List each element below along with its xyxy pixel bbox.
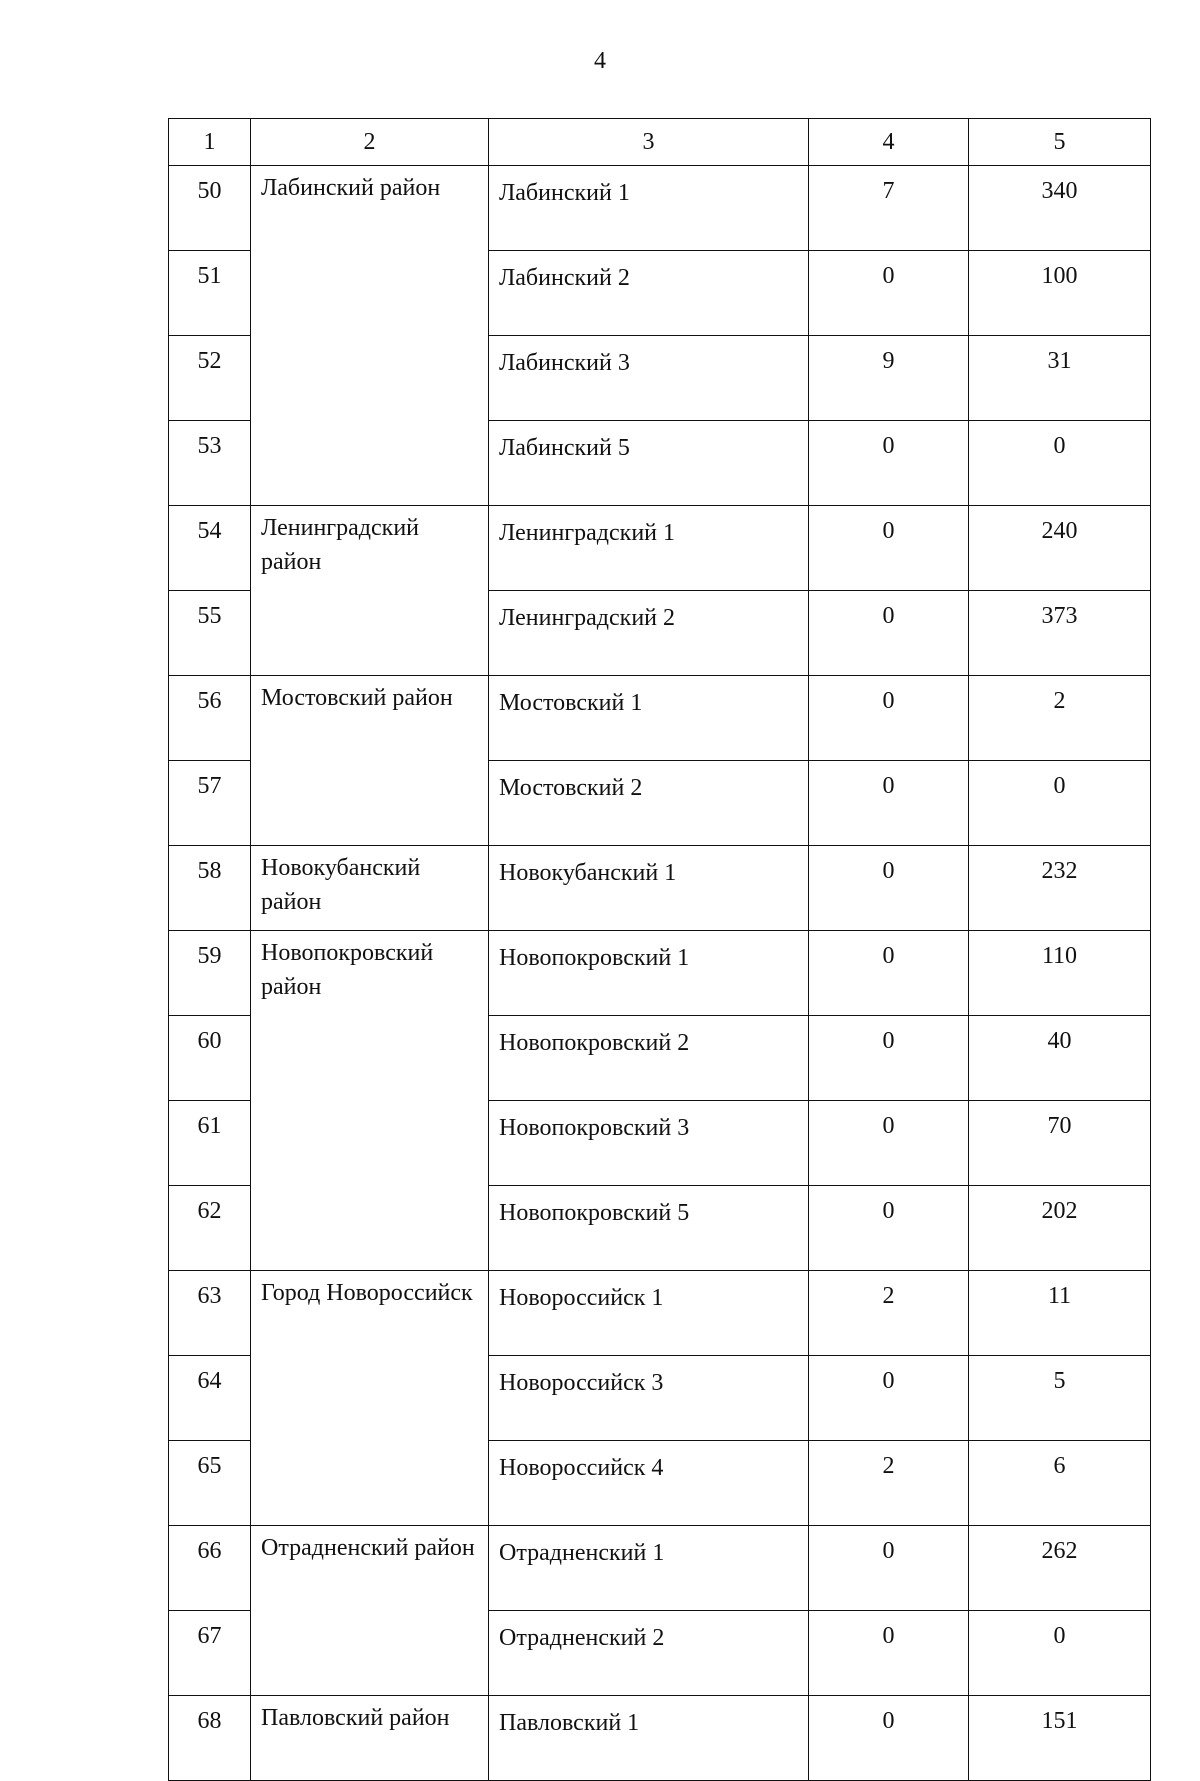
page-number: 4 [594,48,606,74]
settlement-cell: Павловский 1 [489,1696,809,1781]
column-4-value-cell: 0 [809,591,969,676]
row-number-cell: 58 [169,846,251,931]
row-number-cell: 52 [169,336,251,421]
table-body [169,119,1151,1781]
column-4-value-cell: 0 [809,1696,969,1781]
column-4-value-cell: 0 [809,761,969,846]
header-cell-2: 2 [251,119,489,166]
settlement-cell: Лабинский 2 [489,251,809,336]
settlement-cell: Ленинградский 1 [489,506,809,591]
column-5-value-cell: 70 [969,1101,1151,1186]
table-row [169,166,1151,251]
settlement-cell: Новопокровский 2 [489,1016,809,1101]
settlement-cell: Отрадненский 2 [489,1611,809,1696]
settlement-cell: Новопокровский 5 [489,1186,809,1271]
row-number-cell: 64 [169,1356,251,1441]
column-4-value-cell: 0 [809,676,969,761]
row-number-cell: 59 [169,931,251,1016]
column-5-value-cell: 262 [969,1526,1151,1611]
table-row [169,506,1151,591]
row-number-cell: 65 [169,1441,251,1526]
row-number-cell: 50 [169,166,251,251]
settlement-cell: Новопокровский 1 [489,931,809,1016]
settlement-cell: Лабинский 5 [489,421,809,506]
header-cell-3: 3 [489,119,809,166]
district-cell: Мостовский район [251,676,489,846]
row-number-cell: 53 [169,421,251,506]
column-5-value-cell: 100 [969,251,1151,336]
district-cell: Павловский район [251,1696,489,1781]
row-number-cell: 55 [169,591,251,676]
district-cell: Ленинградский район [251,506,489,676]
column-4-value-cell: 0 [809,931,969,1016]
column-5-value-cell: 6 [969,1441,1151,1526]
district-cell: Лабинский район [251,166,489,506]
district-cell: Отрадненский район [251,1526,489,1696]
settlement-cell: Ленинградский 2 [489,591,809,676]
column-4-value-cell: 0 [809,1356,969,1441]
settlement-cell: Новороссийск 1 [489,1271,809,1356]
district-cell: Город Новороссийск [251,1271,489,1526]
column-5-value-cell: 0 [969,761,1151,846]
column-5-value-cell: 151 [969,1696,1151,1781]
column-5-value-cell: 2 [969,676,1151,761]
column-5-value-cell: 373 [969,591,1151,676]
column-5-value-cell: 202 [969,1186,1151,1271]
column-5-value-cell: 11 [969,1271,1151,1356]
row-number-cell: 51 [169,251,251,336]
column-4-value-cell: 2 [809,1441,969,1526]
district-cell: Новокубанский район [251,846,489,931]
settlement-cell: Отрадненский 1 [489,1526,809,1611]
table-row [169,676,1151,761]
column-4-value-cell: 0 [809,1101,969,1186]
column-5-value-cell: 0 [969,1611,1151,1696]
settlement-cell: Новопокровский 3 [489,1101,809,1186]
table-row [169,931,1151,1016]
table-row [169,1526,1151,1611]
header-cell-4: 4 [809,119,969,166]
column-5-value-cell: 40 [969,1016,1151,1101]
settlement-cell: Мостовский 2 [489,761,809,846]
column-4-value-cell: 0 [809,1186,969,1271]
column-4-value-cell: 7 [809,166,969,251]
column-4-value-cell: 0 [809,506,969,591]
settlement-cell: Новокубанский 1 [489,846,809,931]
header-cell-1: 1 [169,119,251,166]
column-5-value-cell: 31 [969,336,1151,421]
row-number-cell: 62 [169,1186,251,1271]
column-4-value-cell: 0 [809,1611,969,1696]
row-number-cell: 56 [169,676,251,761]
district-cell: Новопокровский район [251,931,489,1271]
settlement-cell: Лабинский 3 [489,336,809,421]
settlement-cell: Лабинский 1 [489,166,809,251]
data-table [168,118,1151,1781]
row-number-cell: 67 [169,1611,251,1696]
column-5-value-cell: 340 [969,166,1151,251]
table-row [169,846,1151,931]
row-number-cell: 54 [169,506,251,591]
table-row [169,1271,1151,1356]
column-4-value-cell: 9 [809,336,969,421]
column-4-value-cell: 0 [809,1526,969,1611]
row-number-cell: 68 [169,1696,251,1781]
row-number-cell: 61 [169,1101,251,1186]
column-5-value-cell: 5 [969,1356,1151,1441]
settlement-cell: Новороссийск 3 [489,1356,809,1441]
column-5-value-cell: 110 [969,931,1151,1016]
column-4-value-cell: 2 [809,1271,969,1356]
column-5-value-cell: 0 [969,421,1151,506]
column-4-value-cell: 0 [809,1016,969,1101]
column-4-value-cell: 0 [809,421,969,506]
column-4-value-cell: 0 [809,846,969,931]
settlement-cell: Новороссийск 4 [489,1441,809,1526]
row-number-cell: 63 [169,1271,251,1356]
settlement-cell: Мостовский 1 [489,676,809,761]
row-number-cell: 66 [169,1526,251,1611]
row-number-cell: 60 [169,1016,251,1101]
column-5-value-cell: 232 [969,846,1151,931]
column-5-value-cell: 240 [969,506,1151,591]
header-cell-5: 5 [969,119,1151,166]
column-4-value-cell: 0 [809,251,969,336]
table-row [169,1696,1151,1781]
row-number-cell: 57 [169,761,251,846]
header-row [169,119,1151,166]
